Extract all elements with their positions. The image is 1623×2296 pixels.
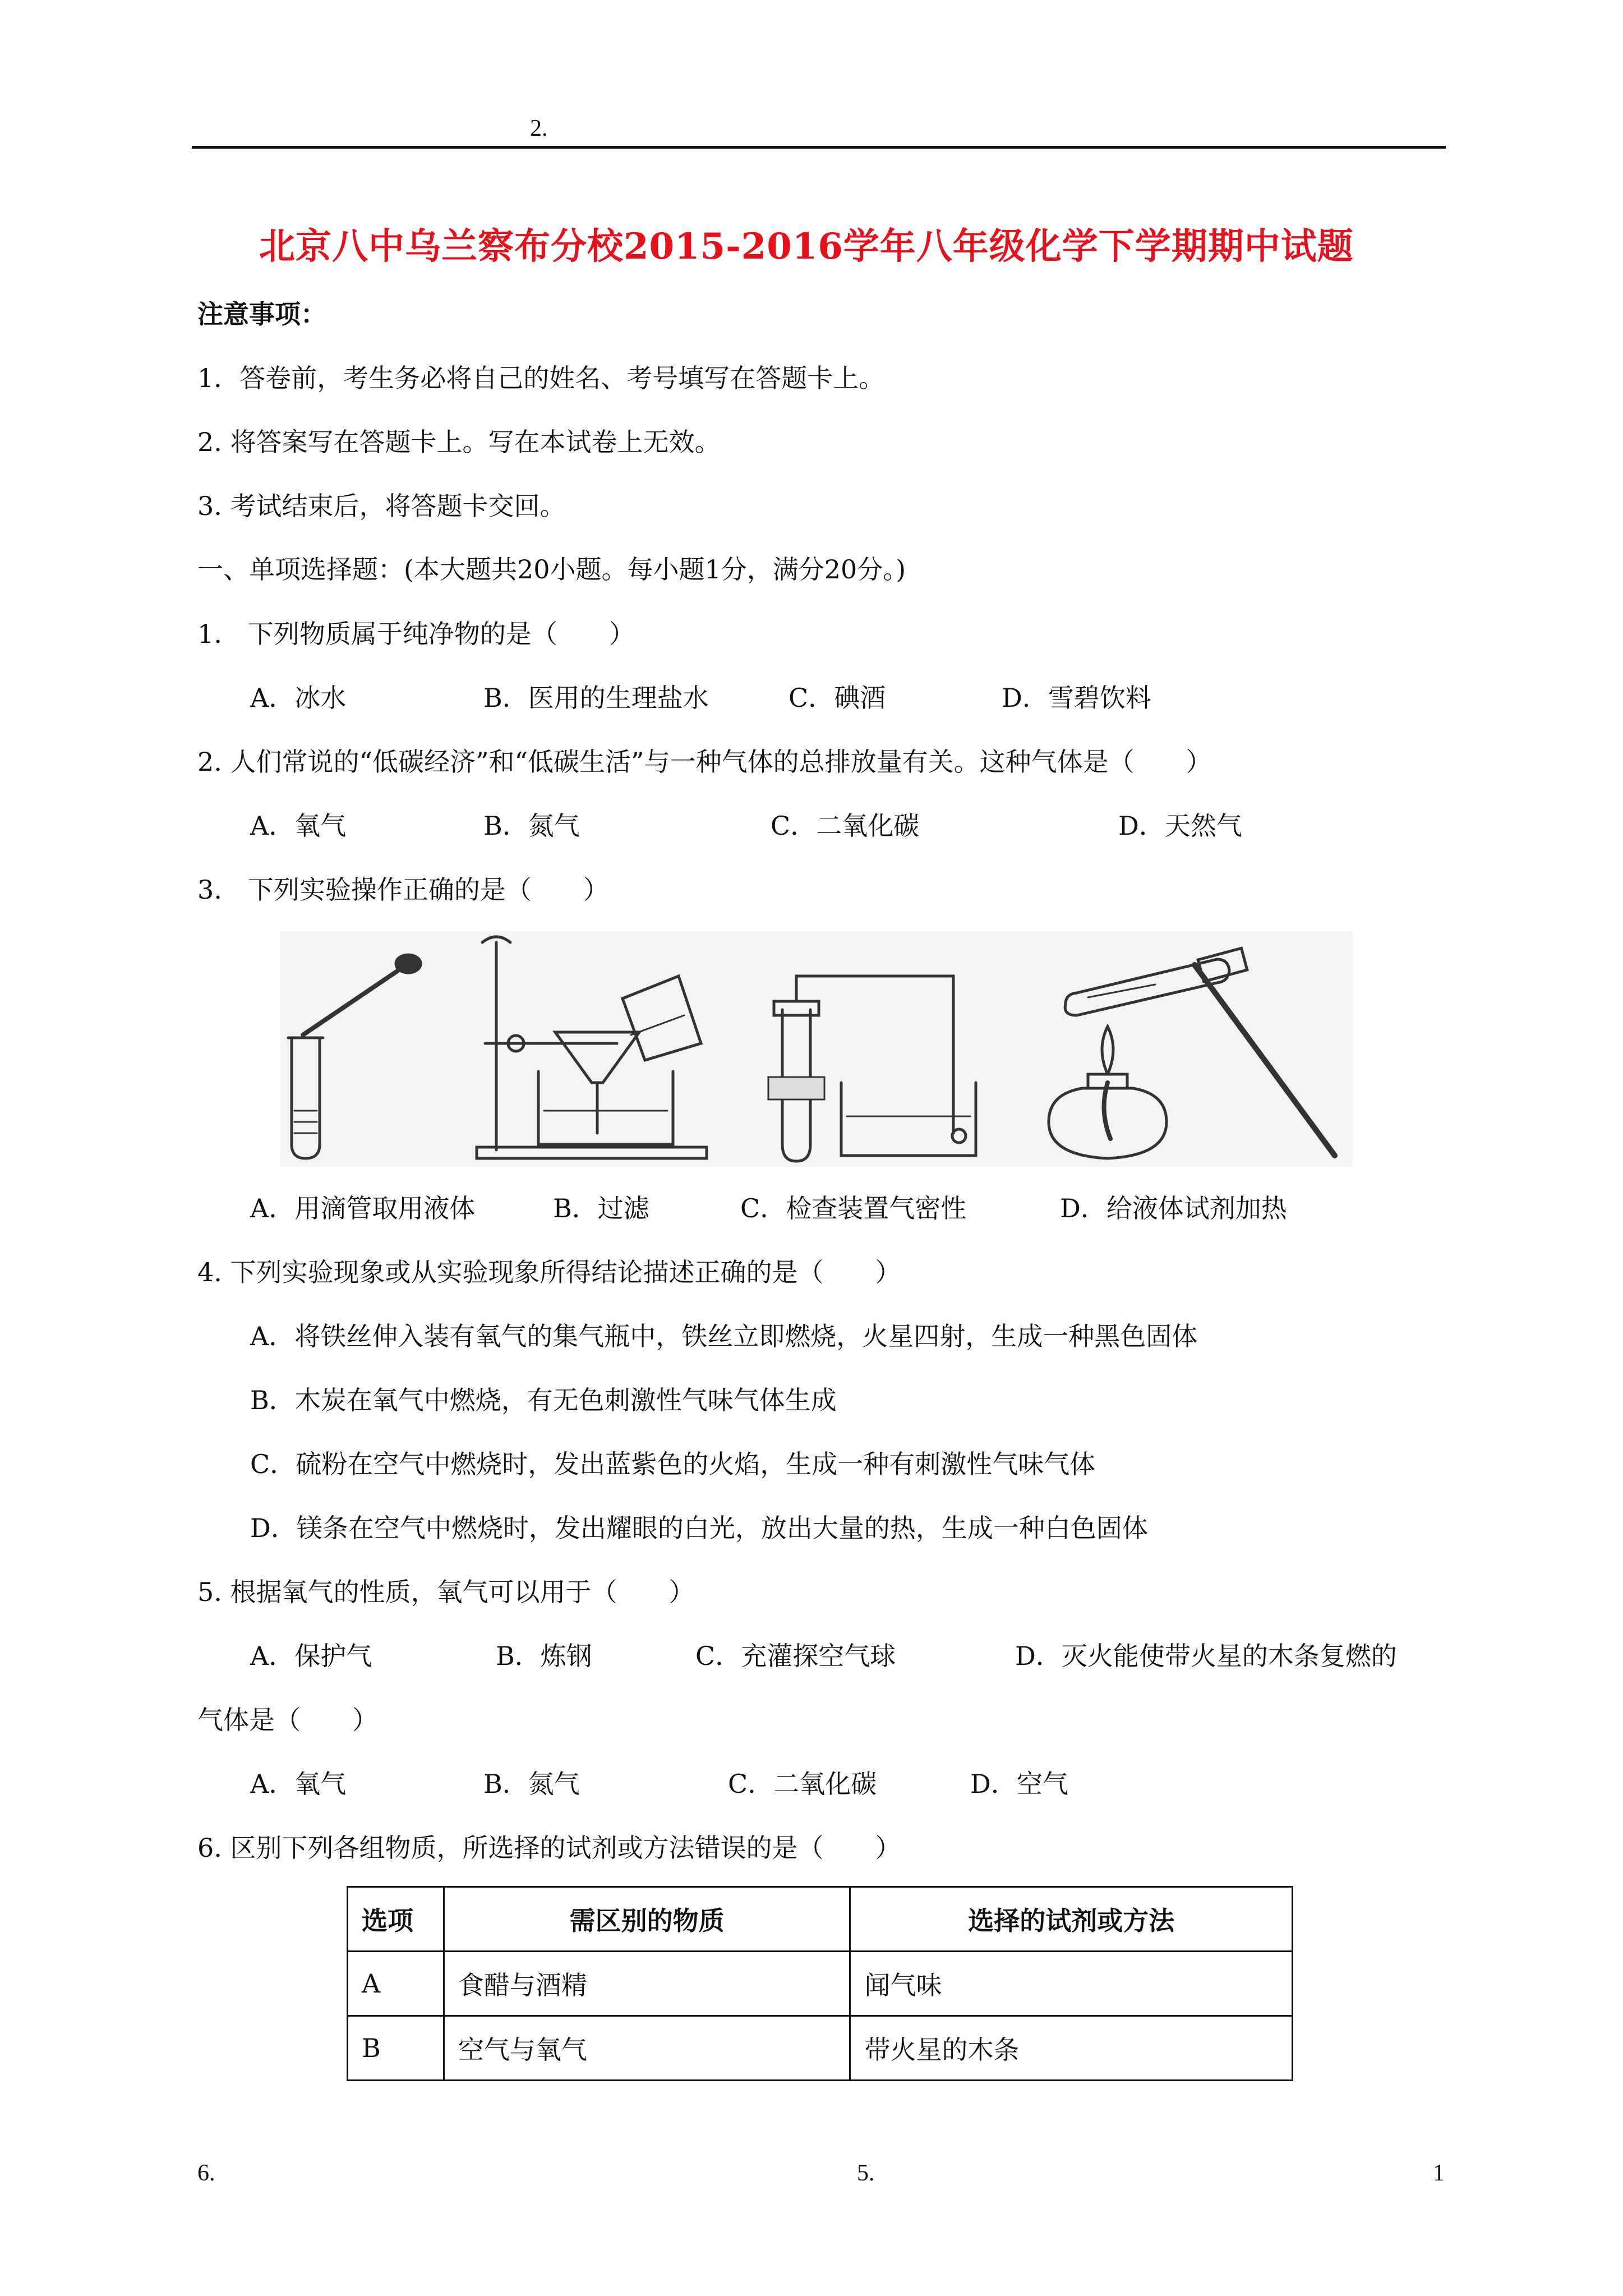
table-cell: 空气与氧气 xyxy=(444,2016,850,2081)
q1-option-d: D．雪碧饮料 xyxy=(1002,683,1151,713)
q5-option-a: A．保护气 xyxy=(250,1641,372,1671)
question-1-stem: 1. 下列物质属于纯净物的是（ ） xyxy=(197,619,635,649)
page-number: 1 xyxy=(1433,2160,1445,2186)
heating-liquid-drawing xyxy=(1049,948,1335,1158)
table-row xyxy=(348,1952,1293,2016)
q5-sub-option-d: D．空气 xyxy=(970,1769,1068,1799)
table-header-cell: 需区别的物质 xyxy=(444,1887,850,1952)
table-row xyxy=(348,2016,1293,2081)
q2-option-c: C．二氧化碳 xyxy=(771,811,920,841)
table-header-cell: 选项 xyxy=(348,1887,444,1952)
notes-item: 3. 考试结束后，将答题卡交回。 xyxy=(197,491,566,521)
section-heading: 一、单项选择题：(本大题共20小题。每小题1分，满分20分。) xyxy=(197,554,906,585)
q1-option-b: B．医用的生理盐水 xyxy=(483,683,709,713)
q3-option-c: C．检查装置气密性 xyxy=(740,1193,967,1223)
lab-operations-figure xyxy=(280,931,1353,1167)
q3-option-b: B．过滤 xyxy=(553,1193,649,1223)
notes-item: 1．答卷前，考生务必将自己的姓名、考号填写在答题卡上。 xyxy=(197,363,885,393)
table-cell: B xyxy=(348,2016,444,2081)
q5-continuation: 气体是（ ） xyxy=(197,1705,378,1735)
q5-sub-option-a: A．氧气 xyxy=(250,1769,347,1799)
q4-option-a: A．将铁丝伸入装有氧气的集气瓶中，铁丝立即燃烧，火星四射，生成一种黑色固体 xyxy=(250,1321,1198,1351)
question-2-stem: 2. 人们常说的“低碳经济”和“低碳生活”与一种气体的总排放量有关。这种气体是（ ） xyxy=(197,747,1212,777)
lab-apparatus-illustration xyxy=(280,931,1353,1167)
q4-option-d: D．镁条在空气中燃烧时，发出耀眼的白光，放出大量的热，生成一种白色固体 xyxy=(250,1513,1148,1543)
table-header-cell: 选择的试剂或方法 xyxy=(850,1887,1293,1952)
airtightness-check-drawing xyxy=(768,976,976,1161)
notes-heading: 注意事项： xyxy=(197,299,326,329)
q6-table xyxy=(347,1886,1293,2081)
table-cell: 闻气味 xyxy=(850,1952,1293,2016)
q1-option-a: A．冰水 xyxy=(250,683,347,713)
q4-option-c: C．硫粉在空气中燃烧时，发出蓝紫色的火焰，生成一种有刺激性气味气体 xyxy=(250,1449,1096,1479)
dropper-test-tube-drawing xyxy=(288,955,421,1158)
question-6-stem: 6. 区别下列各组物质，所选择的试剂或方法错误的是（ ） xyxy=(197,1833,901,1863)
table-cell: 食醋与酒精 xyxy=(444,1952,850,2016)
q5-sub-option-c: C．二氧化碳 xyxy=(728,1769,877,1799)
q2-option-a: A．氧气 xyxy=(250,811,347,841)
page-title: 北京八中乌兰察布分校2015-2016学年八年级化学下学期期中试题 xyxy=(259,226,1354,268)
footer-center-number: 5. xyxy=(857,2160,875,2186)
q3-option-a: A．用滴管取用液体 xyxy=(250,1193,476,1223)
question-3-stem: 3. 下列实验操作正确的是（ ） xyxy=(197,875,609,905)
q5-option-c: C．充灌探空气球 xyxy=(695,1641,896,1671)
q4-option-b: B．木炭在氧气中燃烧，有无色刺激性气味气体生成 xyxy=(250,1385,837,1415)
q1-option-c: C．碘酒 xyxy=(789,683,886,713)
q2-option-b: B．氮气 xyxy=(483,811,580,841)
table-header-row xyxy=(348,1887,1293,1952)
footer-left-number: 6. xyxy=(197,2160,215,2186)
q5-option-b: B．炼钢 xyxy=(496,1641,592,1671)
q5-option-d: D．灭火能使带火星的木条复燃的 xyxy=(1015,1641,1397,1671)
filtration-drawing xyxy=(477,937,707,1158)
header-number: 2. xyxy=(530,116,548,141)
question-4-stem: 4. 下列实验现象或从实验现象所得结论描述正确的是（ ） xyxy=(197,1257,901,1287)
notes-item: 2. 将答案写在答题卡上。写在本试卷上无效。 xyxy=(197,427,721,457)
question-5-stem: 5. 根据氧气的性质，氧气可以用于（ ） xyxy=(197,1577,695,1607)
table-cell: A xyxy=(348,1952,444,2016)
header-rule xyxy=(192,146,1446,149)
q2-option-d: D．天然气 xyxy=(1118,811,1242,841)
q3-option-d: D．给液体试剂加热 xyxy=(1060,1193,1287,1223)
q5-sub-option-b: B．氮气 xyxy=(483,1769,580,1799)
table-cell: 带火星的木条 xyxy=(850,2016,1293,2081)
